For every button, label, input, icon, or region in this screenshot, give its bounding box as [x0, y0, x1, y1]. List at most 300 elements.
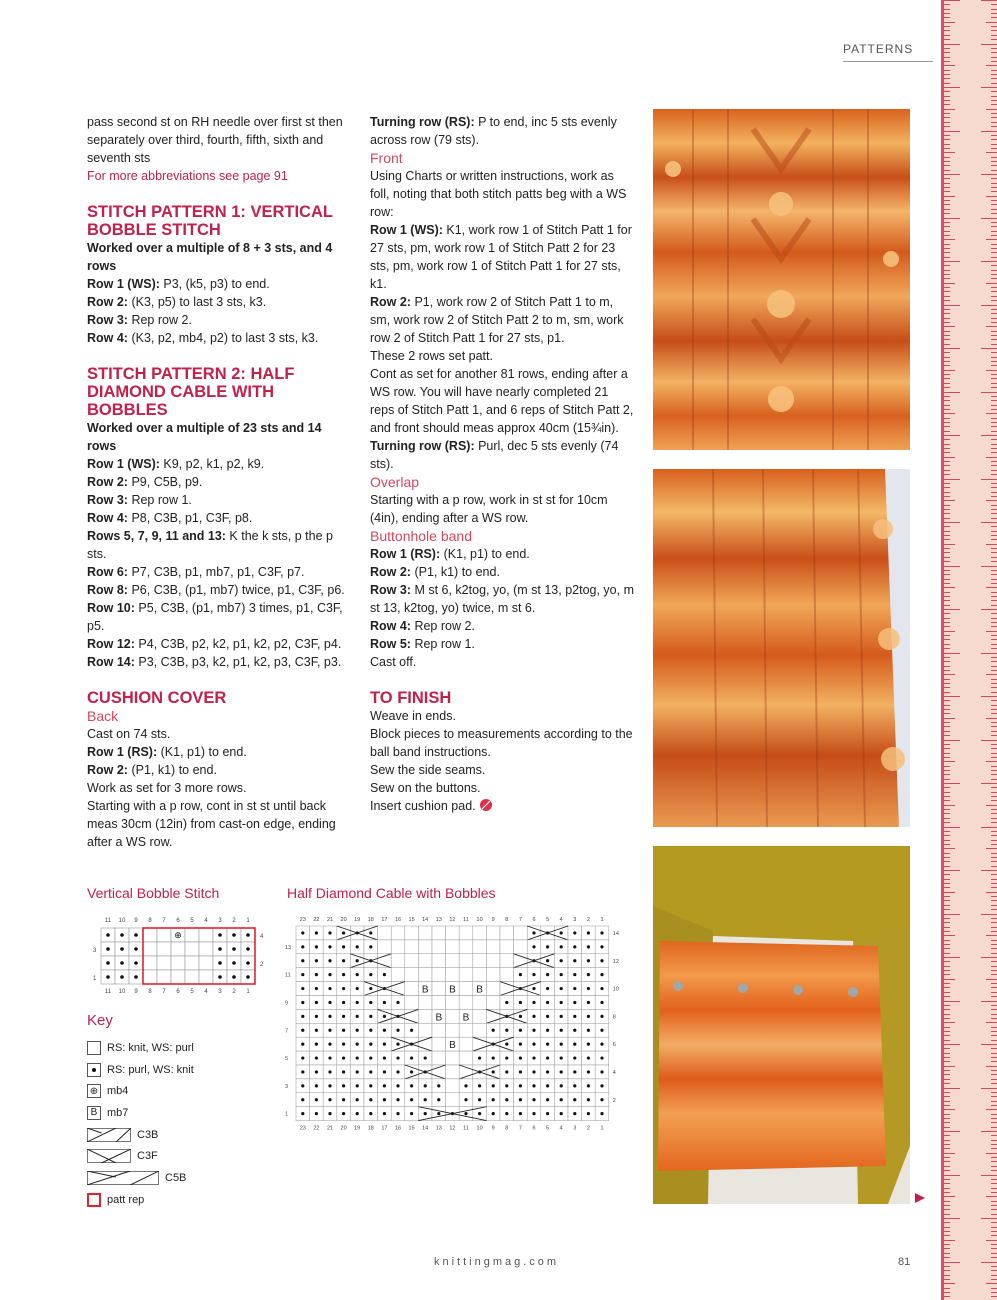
ruler-tick — [944, 165, 950, 166]
ruler-tick — [944, 840, 950, 841]
ruler-tick — [991, 396, 997, 397]
ruler-tick — [991, 100, 997, 101]
ruler-tick — [944, 874, 950, 875]
ruler-tick — [991, 518, 997, 519]
chart2-purl-dot — [342, 1098, 345, 1101]
key-title: Key — [87, 1012, 113, 1029]
measuring-ruler — [941, 0, 997, 1300]
sub-heading: Overlap — [370, 474, 420, 490]
ruler-tick — [981, 783, 997, 784]
ruler-tick — [991, 1248, 997, 1249]
ruler-tick — [944, 892, 955, 893]
ruler-tick — [991, 644, 997, 645]
ruler-tick — [944, 639, 950, 640]
ruler-tick — [991, 1014, 997, 1015]
ruler-tick — [944, 927, 950, 928]
ruler-tick — [981, 1088, 997, 1089]
ruler-tick — [944, 679, 950, 680]
body-text: Starting with a p row, work in st st for 10cm (4in), ending after a WS row. — [370, 493, 608, 525]
chart2-cell — [446, 1065, 460, 1079]
ruler-tick — [986, 65, 997, 66]
ruler-tick — [991, 713, 997, 714]
ruler-tick — [986, 1283, 997, 1284]
ruler-tick — [944, 322, 950, 323]
ruler-tick — [944, 274, 950, 275]
ruler-tick — [944, 526, 950, 527]
row-text: P4, C3B, p2, k2, p1, k2, p2, C3F, p4. — [134, 637, 342, 651]
ruler-tick — [944, 191, 950, 192]
chart2-purl-dot — [492, 1070, 495, 1073]
ruler-tick — [981, 1218, 997, 1219]
chart2-col-label: 12 — [449, 917, 456, 923]
chart2-bobble-symbol: B — [421, 984, 429, 996]
ruler-tick — [944, 557, 950, 558]
spacer — [87, 185, 352, 203]
chart2-cell — [432, 954, 446, 968]
row-label: Row 4: — [87, 331, 128, 345]
chart2-purl-dot — [478, 1112, 481, 1115]
ruler-tick — [944, 204, 950, 205]
ruler-tick — [986, 631, 997, 632]
chart2-purl-dot — [478, 1056, 481, 1059]
chart2-purl-dot — [600, 959, 603, 962]
ruler-tick — [991, 996, 997, 997]
ruler-tick — [944, 613, 950, 614]
section-heading: STITCH PATTERN 1: VERTICAL BOBBLE STITCH — [87, 203, 333, 239]
ruler-tick — [944, 670, 950, 671]
chart2-purl-dot — [560, 1043, 563, 1046]
ruler-tick — [944, 1140, 950, 1141]
chart2-purl-dot — [437, 1112, 440, 1115]
ruler-tick — [944, 117, 950, 118]
ruler-tick — [981, 609, 997, 610]
chart2-purl-dot — [587, 1084, 590, 1087]
ruler-tick — [944, 787, 950, 788]
ruler-tick — [986, 326, 997, 327]
chart1-purl-dot — [232, 947, 236, 951]
chart2-purl-dot — [573, 1029, 576, 1032]
row-text: M st 6, k2tog, yo, (m st 13, p2tog, yo, m st 13, k2tog, yo) twice, m st 6. — [370, 583, 634, 615]
ruler-tick — [991, 513, 997, 514]
ruler-tick — [991, 1101, 997, 1102]
chart2-purl-dot — [587, 1070, 590, 1073]
chart2-col-label: 4 — [559, 1125, 563, 1132]
chart1-col-label: 6 — [176, 989, 180, 995]
ruler-tick — [991, 683, 997, 684]
chart2-col-label: 4 — [559, 917, 563, 923]
chart2-purl-dot — [560, 1001, 563, 1004]
ruler-tick — [944, 461, 950, 462]
ruler-tick — [944, 65, 955, 66]
chart2-purl-dot — [315, 973, 318, 976]
chart2-bobble-symbol: B — [435, 1012, 443, 1024]
row-label: Rows 5, 7, 9, 11 and 13: — [87, 529, 226, 543]
ruler-tick — [991, 1288, 997, 1289]
ruler-tick — [944, 48, 950, 49]
chart2-col-label: 19 — [354, 1125, 361, 1132]
row-label: Row 2: — [87, 295, 128, 309]
ruler-tick — [991, 244, 997, 245]
ruler-tick — [944, 1127, 950, 1128]
chart1-purl-dot — [106, 961, 110, 965]
ruler-tick — [944, 1157, 950, 1158]
chart1-row-label: 1 — [93, 976, 97, 982]
chart2-cell — [432, 982, 446, 996]
chart2-purl-dot — [301, 1001, 304, 1004]
ruler-tick — [944, 766, 950, 767]
ruler-tick — [944, 226, 950, 227]
ruler-tick — [991, 726, 997, 727]
ruler-tick — [944, 626, 950, 627]
ruler-tick — [991, 670, 997, 671]
instruction-row — [87, 455, 352, 473]
ruler-tick — [991, 857, 997, 858]
ruler-tick — [944, 248, 950, 249]
ruler-tick — [944, 522, 960, 523]
ruler-tick — [944, 100, 950, 101]
ruler-tick — [991, 970, 997, 971]
ruler-tick — [991, 1166, 997, 1167]
ruler-tick — [944, 1022, 955, 1023]
chart2-purl-dot — [492, 1029, 495, 1032]
chart2-purl-dot — [546, 987, 549, 990]
ruler-tick — [944, 291, 950, 292]
chart2-purl-dot — [396, 1056, 399, 1059]
chart1-cell — [157, 970, 171, 984]
ruler-tick — [991, 48, 997, 49]
ruler-tick — [991, 605, 997, 606]
ruler-tick — [944, 213, 950, 214]
ruler-tick — [944, 1175, 960, 1176]
chart2-purl-dot — [342, 1015, 345, 1018]
ruler-tick — [991, 1270, 997, 1271]
chart2-purl-dot — [587, 1029, 590, 1032]
chart1-purl-dot — [134, 947, 138, 951]
chart2-cell — [459, 996, 473, 1010]
ruler-tick — [944, 683, 950, 684]
chart2-col-label: 22 — [313, 917, 320, 923]
ruler-tick — [944, 339, 950, 340]
chart2-cell — [459, 954, 473, 968]
ruler-tick — [944, 1244, 950, 1245]
chart1-purl-dot — [232, 975, 236, 979]
ruler-tick — [991, 409, 997, 410]
ruler-tick — [981, 87, 997, 88]
ruler-tick — [991, 748, 997, 749]
chart2-purl-dot — [356, 987, 359, 990]
chart1-col-label: 2 — [232, 989, 236, 995]
chart2-cell — [473, 968, 487, 982]
ruler-tick — [944, 1288, 950, 1289]
chart2-purl-dot — [396, 1043, 399, 1046]
ruler-tick — [991, 17, 997, 18]
chart1-purl-dot — [120, 947, 124, 951]
ruler-tick — [944, 783, 960, 784]
ruler-tick — [991, 583, 997, 584]
ruler-tick — [944, 139, 950, 140]
ruler-tick — [991, 9, 997, 10]
ruler-tick — [944, 187, 950, 188]
chart2-cell — [486, 982, 500, 996]
ruler-tick — [991, 692, 997, 693]
chart2-cell — [418, 926, 432, 940]
ruler-tick — [991, 1222, 997, 1223]
chart2-cell — [418, 968, 432, 982]
chart2-cell — [459, 982, 473, 996]
ruler-tick — [944, 1192, 950, 1193]
chart1-purl-dot — [120, 961, 124, 965]
ruler-tick — [991, 309, 997, 310]
ruler-tick — [944, 718, 955, 719]
chart2-col-label: 18 — [367, 917, 374, 923]
chart2-purl-dot — [587, 1001, 590, 1004]
body-text: Starting with a p row, cont in st st until back meas 30cm (12in) from cast-on edge, ending after a WS row. — [87, 799, 336, 849]
ruler-tick — [991, 731, 997, 732]
ruler-tick — [991, 687, 997, 688]
ruler-tick — [944, 352, 950, 353]
chart2-bobble-symbol: B — [462, 1012, 470, 1024]
chart1-cell — [199, 956, 213, 970]
chart2-purl-dot — [315, 931, 318, 934]
ruler-tick — [944, 9, 950, 10]
ruler-tick — [991, 1214, 997, 1215]
ruler-tick — [944, 244, 950, 245]
chart2-purl-dot — [587, 1043, 590, 1046]
ruler-tick — [944, 731, 950, 732]
ruler-tick — [944, 948, 950, 949]
row-label: Row 6: — [87, 565, 128, 579]
chart2-purl-dot — [587, 931, 590, 934]
key-item — [87, 1189, 194, 1211]
ruler-tick — [944, 1109, 955, 1110]
ruler-tick — [944, 1027, 950, 1028]
chart2-purl-dot — [356, 1070, 359, 1073]
chart2-purl-dot — [342, 1112, 345, 1115]
ruler-tick — [991, 600, 997, 601]
ruler-tick — [944, 487, 950, 488]
ruler-tick — [944, 735, 950, 736]
row-text: Rep row 1. — [127, 493, 192, 507]
ruler-tick — [944, 96, 950, 97]
ruler-tick — [944, 235, 950, 236]
chart2-purl-dot — [383, 1098, 386, 1101]
ruler-tick — [944, 518, 950, 519]
chart2-cell — [486, 940, 500, 954]
chart2-purl-dot — [587, 1098, 590, 1101]
instruction-row — [87, 293, 352, 311]
ruler-tick — [991, 948, 997, 949]
ruler-tick — [944, 348, 960, 349]
chart2-cell — [473, 926, 487, 940]
ruler-tick — [981, 1262, 997, 1263]
chart2-cell — [459, 1037, 473, 1051]
chart2-cell — [514, 926, 528, 940]
ruler-tick — [991, 178, 997, 179]
chart2-col-label: 13 — [435, 1125, 442, 1132]
ruler-tick — [991, 39, 997, 40]
chart2-purl-dot — [505, 1029, 508, 1032]
chart2-purl-dot — [600, 1043, 603, 1046]
ruler-tick — [944, 387, 950, 388]
ruler-tick — [944, 570, 950, 571]
ruler-tick — [991, 104, 997, 105]
section-header: PATTERNS — [843, 42, 914, 56]
row-label: Row 4: — [370, 619, 411, 633]
chart2-purl-dot — [600, 1029, 603, 1032]
instruction-row — [87, 527, 352, 563]
chart1-purl-dot — [246, 961, 250, 965]
instruction-row — [87, 311, 352, 329]
ruler-tick — [944, 444, 950, 445]
ruler-tick — [991, 387, 997, 388]
ruler-tick — [944, 457, 955, 458]
ruler-tick — [944, 91, 950, 92]
chart2-purl-dot — [301, 1098, 304, 1101]
chart2-cell — [446, 1051, 460, 1065]
ruler-tick — [944, 492, 950, 493]
ruler-tick — [981, 44, 997, 45]
chart1-purl-dot — [246, 947, 250, 951]
chart2-purl-dot — [546, 1084, 549, 1087]
chart2-cell — [432, 940, 446, 954]
ruler-tick — [986, 1109, 997, 1110]
ruler-tick — [981, 1175, 997, 1176]
chart2-purl-dot — [396, 1112, 399, 1115]
ruler-tick — [944, 935, 955, 936]
chart2-purl-dot — [356, 1112, 359, 1115]
ruler-tick — [981, 522, 997, 523]
chart2-cell — [432, 1051, 446, 1065]
ruler-tick — [944, 574, 950, 575]
instruction-row — [370, 635, 635, 653]
ruler-tick — [991, 574, 997, 575]
chart2-col-label: 11 — [463, 917, 469, 923]
chart2-purl-dot — [505, 1043, 508, 1046]
ruler-tick — [991, 357, 997, 358]
ruler-tick — [944, 922, 950, 923]
ruler-tick — [991, 122, 997, 123]
chart2-purl-dot — [369, 1112, 372, 1115]
chart2-cell — [418, 954, 432, 968]
row-label: Row 1 (WS): — [87, 277, 160, 291]
chart-title-half-diamond: Half Diamond Cable with Bobbles — [287, 885, 496, 901]
ruler-tick — [944, 161, 950, 162]
chart2-cell — [459, 1051, 473, 1065]
chart2-col-label: 20 — [340, 917, 347, 923]
ruler-tick — [944, 313, 950, 314]
ruler-tick — [944, 361, 950, 362]
ruler-tick — [986, 370, 997, 371]
chart2-purl-dot — [519, 1084, 522, 1087]
ruler-tick — [944, 465, 950, 466]
ruler-tick — [944, 844, 950, 845]
ruler-tick — [991, 883, 997, 884]
instruction-row — [87, 509, 352, 527]
ruler-tick — [981, 131, 997, 132]
chart2-purl-dot — [383, 1056, 386, 1059]
ruler-tick — [944, 653, 960, 654]
ruler-tick — [944, 148, 950, 149]
ruler-tick — [944, 544, 955, 545]
ruler-tick — [944, 1275, 950, 1276]
ruler-tick — [991, 770, 997, 771]
ruler-tick — [991, 900, 997, 901]
chart2-row-label: 8 — [612, 1014, 616, 1021]
ruler-tick — [944, 300, 950, 301]
ruler-tick — [991, 165, 997, 166]
ruler-tick — [991, 1253, 997, 1254]
photo-cable-closeup — [653, 109, 910, 450]
chart2-purl-dot — [600, 1056, 603, 1059]
ruler-tick — [981, 0, 997, 1]
chart1-col-label: 10 — [118, 918, 126, 924]
ruler-tick — [944, 605, 950, 606]
chart2-purl-dot — [532, 1084, 535, 1087]
ruler-tick — [986, 1196, 997, 1197]
ruler-tick — [944, 357, 950, 358]
ruler-tick — [944, 809, 950, 810]
ruler-tick — [944, 818, 950, 819]
chart2-purl-dot — [546, 945, 549, 948]
ruler-tick — [944, 431, 950, 432]
ruler-tick — [944, 1222, 950, 1223]
chart2-purl-dot — [342, 973, 345, 976]
ruler-tick — [944, 174, 960, 175]
chart2-purl-dot — [519, 1056, 522, 1059]
chart2-col-label: 7 — [518, 917, 522, 923]
ruler-tick — [991, 257, 997, 258]
ruler-tick — [944, 87, 960, 88]
chart2-col-label: 10 — [476, 917, 483, 923]
section-heading: STITCH PATTERN 2: HALF DIAMOND CABLE WITH BOBBLES — [87, 365, 295, 419]
chart2-row-label: 5 — [285, 1056, 289, 1063]
chart-half-diamond-cable — [280, 912, 630, 1140]
chart2-purl-dot — [600, 1015, 603, 1018]
ruler-tick — [944, 78, 950, 79]
chart2-cell — [391, 968, 405, 982]
ruler-tick — [944, 83, 950, 84]
ruler-tick — [944, 1179, 950, 1180]
row-label: Row 2: — [370, 295, 411, 309]
chart2-row-label: 4 — [612, 1069, 616, 1076]
ruler-tick — [944, 548, 950, 549]
ruler-tick — [986, 1066, 997, 1067]
chart2-purl-dot — [356, 1098, 359, 1101]
ruler-tick — [991, 1235, 997, 1236]
chart2-purl-dot — [383, 1029, 386, 1032]
ruler-tick — [944, 866, 950, 867]
ruler-tick — [944, 713, 950, 714]
row-label: Row 2: — [87, 763, 128, 777]
chart2-cell — [446, 926, 460, 940]
row-text: (P1, k1) to end. — [410, 565, 500, 579]
ruler-tick — [944, 1135, 950, 1136]
instruction-row — [87, 581, 352, 599]
chart1-col-label: 3 — [218, 989, 222, 995]
chart1-purl-dot — [232, 961, 236, 965]
ruler-tick — [991, 13, 997, 14]
ruler-tick — [944, 287, 950, 288]
ruler-tick — [944, 792, 950, 793]
chart2-purl-dot — [301, 987, 304, 990]
ruler-tick — [944, 979, 955, 980]
chart1-mb4-symbol: ⊕ — [174, 930, 182, 940]
ruler-tick — [944, 1053, 950, 1054]
chart2-cell — [446, 1093, 460, 1107]
ruler-tick — [986, 805, 997, 806]
chart2-purl-dot — [532, 987, 535, 990]
ruler-tick — [991, 222, 997, 223]
